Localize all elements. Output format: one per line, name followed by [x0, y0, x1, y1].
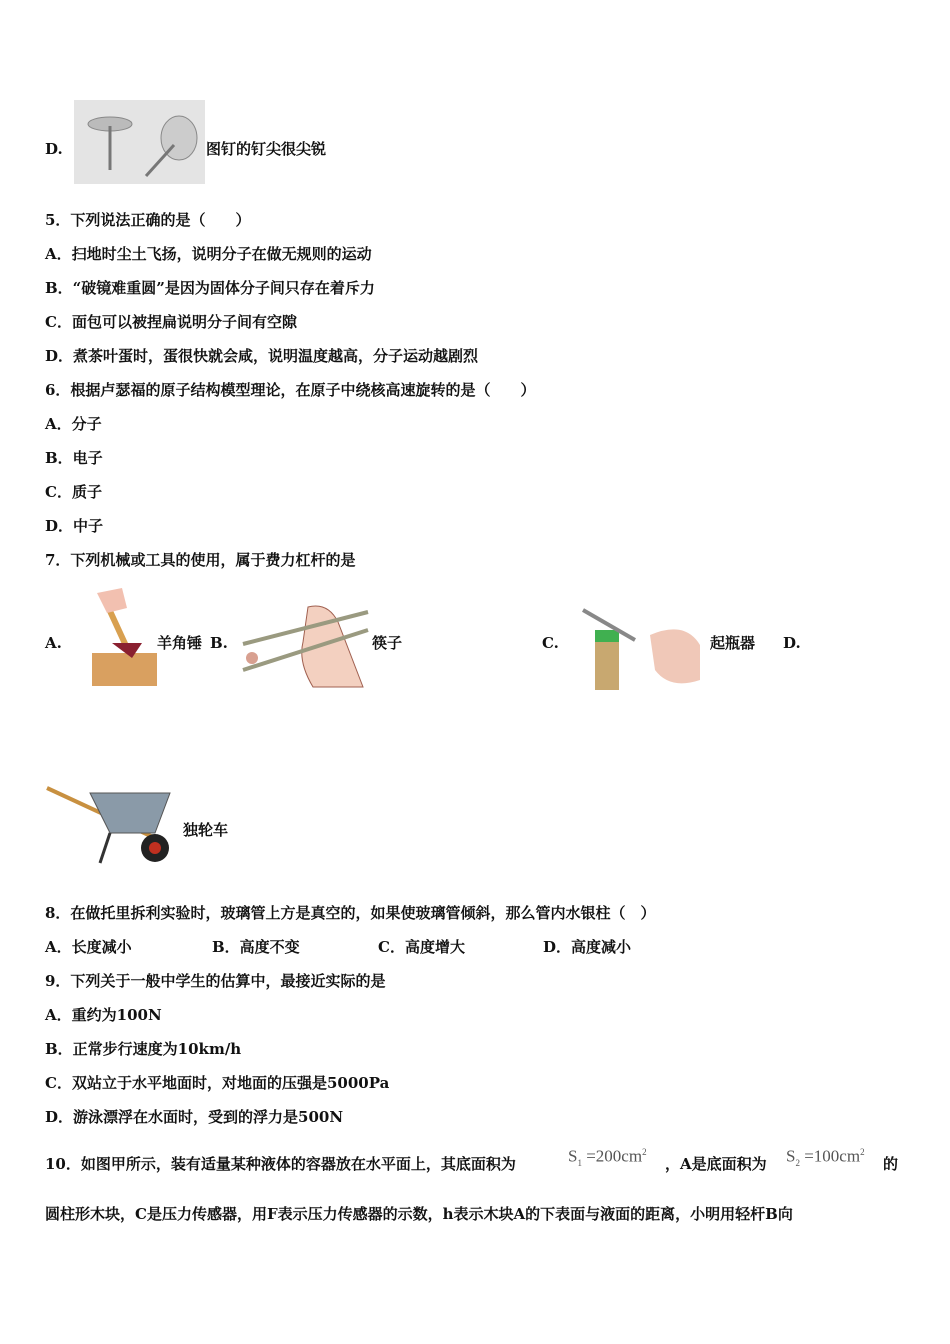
q7-stem: 7．下列机械或工具的使用，属于费力杠杆的是 [45, 551, 356, 569]
q5-stem: 5．下列说法正确的是（ ） [45, 211, 251, 229]
q5-option-a: A．扫地时尘土飞扬，说明分子在做无规则的运动 [45, 245, 372, 263]
q9-option-d: D．游泳漂浮在水面时，受到的浮力是500N [45, 1108, 344, 1126]
bottle-opener-image [575, 605, 710, 690]
s1-superscript: 2 [642, 1147, 647, 1157]
q10-line1-c: 的 [883, 1155, 899, 1173]
q5-option-d: D．煮茶叶蛋时，蛋很快就会咸，说明温度越高，分子运动越剧烈 [45, 347, 479, 365]
wheelbarrow-image [45, 778, 177, 870]
q7-name-a: 羊角锤 [157, 634, 203, 652]
q9-option-b: B．正常步行速度为10km/h [45, 1040, 242, 1058]
q8-option-c: C．高度增大 [378, 938, 465, 956]
q5-option-b: B．“破镜难重圆”是因为固体分子间只存在着斥力 [45, 279, 375, 297]
q8-option-b: B．高度不变 [212, 938, 300, 956]
q6-option-d: D．中子 [45, 517, 104, 535]
q7-name-c: 起瓶器 [710, 634, 756, 652]
q10-line1-b: ，A是底面积为 [665, 1155, 767, 1173]
q7-label-a: A. [45, 634, 62, 652]
q7-label-b: B. [210, 634, 228, 652]
claw-hammer-image [82, 588, 157, 688]
q7-name-b: 筷子 [372, 634, 403, 652]
s2-value: =100cm [804, 1146, 861, 1166]
chopsticks-image [238, 602, 370, 690]
q10-s1-formula [568, 1143, 647, 1172]
q9-stem: 9．下列关于一般中学生的估算中，最接近实际的是 [45, 972, 386, 990]
s2-symbol: S [786, 1146, 796, 1166]
q7-label-d: D. [783, 634, 801, 652]
s2-superscript: 2 [860, 1147, 865, 1157]
q9-option-a: A．重约为100N [45, 1006, 162, 1024]
q4-option-d-text: 图钉的钉尖很尖锐 [206, 140, 327, 158]
q6-option-c: C．质子 [45, 483, 102, 501]
s1-subscript: 1 [577, 1158, 582, 1169]
q10-line1-a: 10．如图甲所示，装有适量某种液体的容器放在水平面上，其底面积为 [45, 1155, 516, 1173]
q5-option-c: C．面包可以被捏扁说明分子间有空隙 [45, 313, 297, 331]
q7-label-c: C. [542, 634, 559, 652]
q8-option-d: D．高度减小 [543, 938, 632, 956]
s2-subscript: 2 [795, 1158, 800, 1169]
thumbtack-image [74, 100, 205, 184]
q8-stem: 8．在做托里拆利实验时，玻璃管上方是真空的，如果使玻璃管倾斜，那么管内水银柱（ ） [45, 904, 656, 922]
q7-name-d: 独轮车 [183, 821, 229, 839]
q10-line2: 圆柱形木块，C是压力传感器，用F表示压力传感器的示数，h表示木块A的下表面与液面的距离，小明用轻杆B向 [45, 1205, 793, 1223]
q4-option-d-label: D. [45, 140, 63, 158]
q6-option-b: B．电子 [45, 449, 103, 467]
q6-stem: 6．根据卢瑟福的原子结构模型理论，在原子中绕核高速旋转的是（ ） [45, 381, 536, 399]
q10-s2-formula [786, 1143, 865, 1172]
s1-symbol: S [568, 1146, 578, 1166]
q9-option-c: C．双站立于水平地面时，对地面的压强是5000Pa [45, 1074, 390, 1092]
q8-option-a: A．长度减小 [45, 938, 132, 956]
q6-option-a: A．分子 [45, 415, 102, 433]
s1-value: =200cm [586, 1146, 643, 1166]
